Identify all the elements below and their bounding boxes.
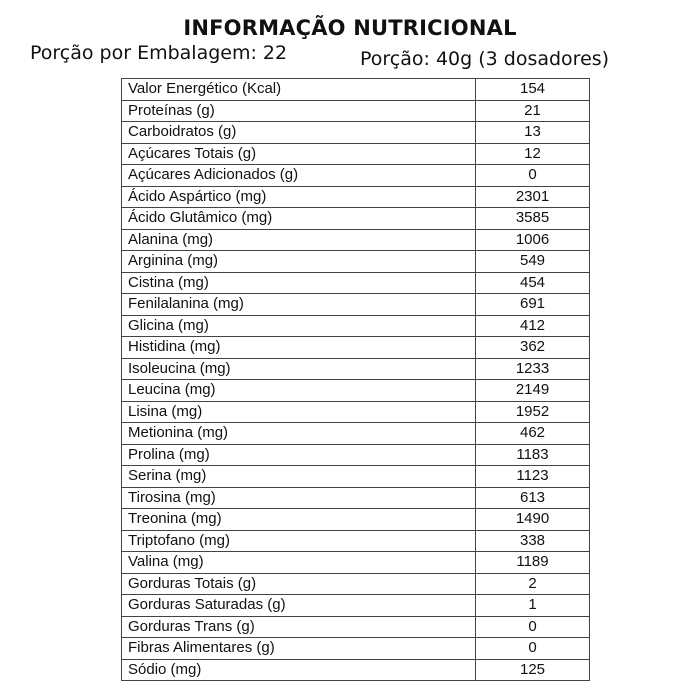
serving-size: Porção: 40g (3 dosadores): [360, 48, 610, 70]
table-row: [122, 487, 590, 509]
nutrient-name: Gorduras Saturadas (g): [122, 595, 476, 617]
table-row: [122, 294, 590, 316]
table-row: [122, 423, 590, 445]
table-row: [122, 208, 590, 230]
table-row: [122, 100, 590, 122]
table-row: [122, 401, 590, 423]
table-row: [122, 616, 590, 638]
nutrient-name: Alanina (mg): [122, 229, 476, 251]
nutrient-value: 338: [476, 530, 590, 552]
nutrient-value: 454: [476, 272, 590, 294]
table-row: [122, 530, 590, 552]
nutrient-value: 2301: [476, 186, 590, 208]
table-row: [122, 595, 590, 617]
nutrient-name: Proteínas (g): [122, 100, 476, 122]
table-row: [122, 229, 590, 251]
nutrition-table: [121, 78, 590, 681]
nutrient-value: 1233: [476, 358, 590, 380]
table-row: [122, 466, 590, 488]
nutrient-value: 3585: [476, 208, 590, 230]
nutrient-name: Glicina (mg): [122, 315, 476, 337]
nutrient-value: 1183: [476, 444, 590, 466]
nutrient-name: Metionina (mg): [122, 423, 476, 445]
nutrient-name: Fenilalanina (mg): [122, 294, 476, 316]
table-row: [122, 251, 590, 273]
nutrient-name: Serina (mg): [122, 466, 476, 488]
nutrient-value: 412: [476, 315, 590, 337]
nutrient-name: Cistina (mg): [122, 272, 476, 294]
nutrient-name: Lisina (mg): [122, 401, 476, 423]
table-row: [122, 659, 590, 681]
table-row: [122, 122, 590, 144]
nutrient-name: Açúcares Adicionados (g): [122, 165, 476, 187]
nutrient-value: 1006: [476, 229, 590, 251]
nutrient-value: 13: [476, 122, 590, 144]
table-row: [122, 143, 590, 165]
nutrient-name: Valina (mg): [122, 552, 476, 574]
table-row: [122, 509, 590, 531]
nutrient-name: Ácido Aspártico (mg): [122, 186, 476, 208]
nutrient-name: Treonina (mg): [122, 509, 476, 531]
table-row: [122, 272, 590, 294]
nutrient-name: Tirosina (mg): [122, 487, 476, 509]
page-title: INFORMAÇÃO NUTRICIONAL: [183, 16, 517, 40]
nutrition-table-body: [122, 79, 590, 681]
nutrient-value: 691: [476, 294, 590, 316]
nutrient-name: Fibras Alimentares (g): [122, 638, 476, 660]
nutrient-value: 0: [476, 165, 590, 187]
nutrient-value: 154: [476, 79, 590, 101]
nutrient-name: Valor Energético (Kcal): [122, 79, 476, 101]
nutrient-name: Sódio (mg): [122, 659, 476, 681]
table-row: [122, 186, 590, 208]
nutrient-value: 1490: [476, 509, 590, 531]
table-row: [122, 358, 590, 380]
nutrient-value: 0: [476, 616, 590, 638]
nutrient-value: 2: [476, 573, 590, 595]
nutrient-value: 0: [476, 638, 590, 660]
nutrient-name: Histidina (mg): [122, 337, 476, 359]
nutrient-value: 613: [476, 487, 590, 509]
nutrient-name: Gorduras Totais (g): [122, 573, 476, 595]
table-row: [122, 79, 590, 101]
nutrient-name: Arginina (mg): [122, 251, 476, 273]
table-row: [122, 444, 590, 466]
nutrient-value: 125: [476, 659, 590, 681]
nutrient-name: Triptofano (mg): [122, 530, 476, 552]
nutrient-name: Isoleucina (mg): [122, 358, 476, 380]
nutrient-value: 1952: [476, 401, 590, 423]
nutrient-value: 12: [476, 143, 590, 165]
nutrient-value: 1123: [476, 466, 590, 488]
nutrient-value: 2149: [476, 380, 590, 402]
table-row: [122, 552, 590, 574]
nutrient-name: Prolina (mg): [122, 444, 476, 466]
nutrient-name: Gorduras Trans (g): [122, 616, 476, 638]
nutrient-name: Carboidratos (g): [122, 122, 476, 144]
nutrient-name: Leucina (mg): [122, 380, 476, 402]
nutrient-value: 462: [476, 423, 590, 445]
table-row: [122, 165, 590, 187]
table-row: [122, 315, 590, 337]
table-row: [122, 573, 590, 595]
nutrient-value: 1: [476, 595, 590, 617]
nutrient-name: Ácido Glutâmico (mg): [122, 208, 476, 230]
nutrient-value: 1189: [476, 552, 590, 574]
table-row: [122, 638, 590, 660]
table-row: [122, 337, 590, 359]
nutrient-value: 362: [476, 337, 590, 359]
table-row: [122, 380, 590, 402]
nutrient-name: Açúcares Totais (g): [122, 143, 476, 165]
nutrient-value: 21: [476, 100, 590, 122]
servings-per-package: Porção por Embalagem: 22: [30, 42, 288, 64]
nutrient-value: 549: [476, 251, 590, 273]
